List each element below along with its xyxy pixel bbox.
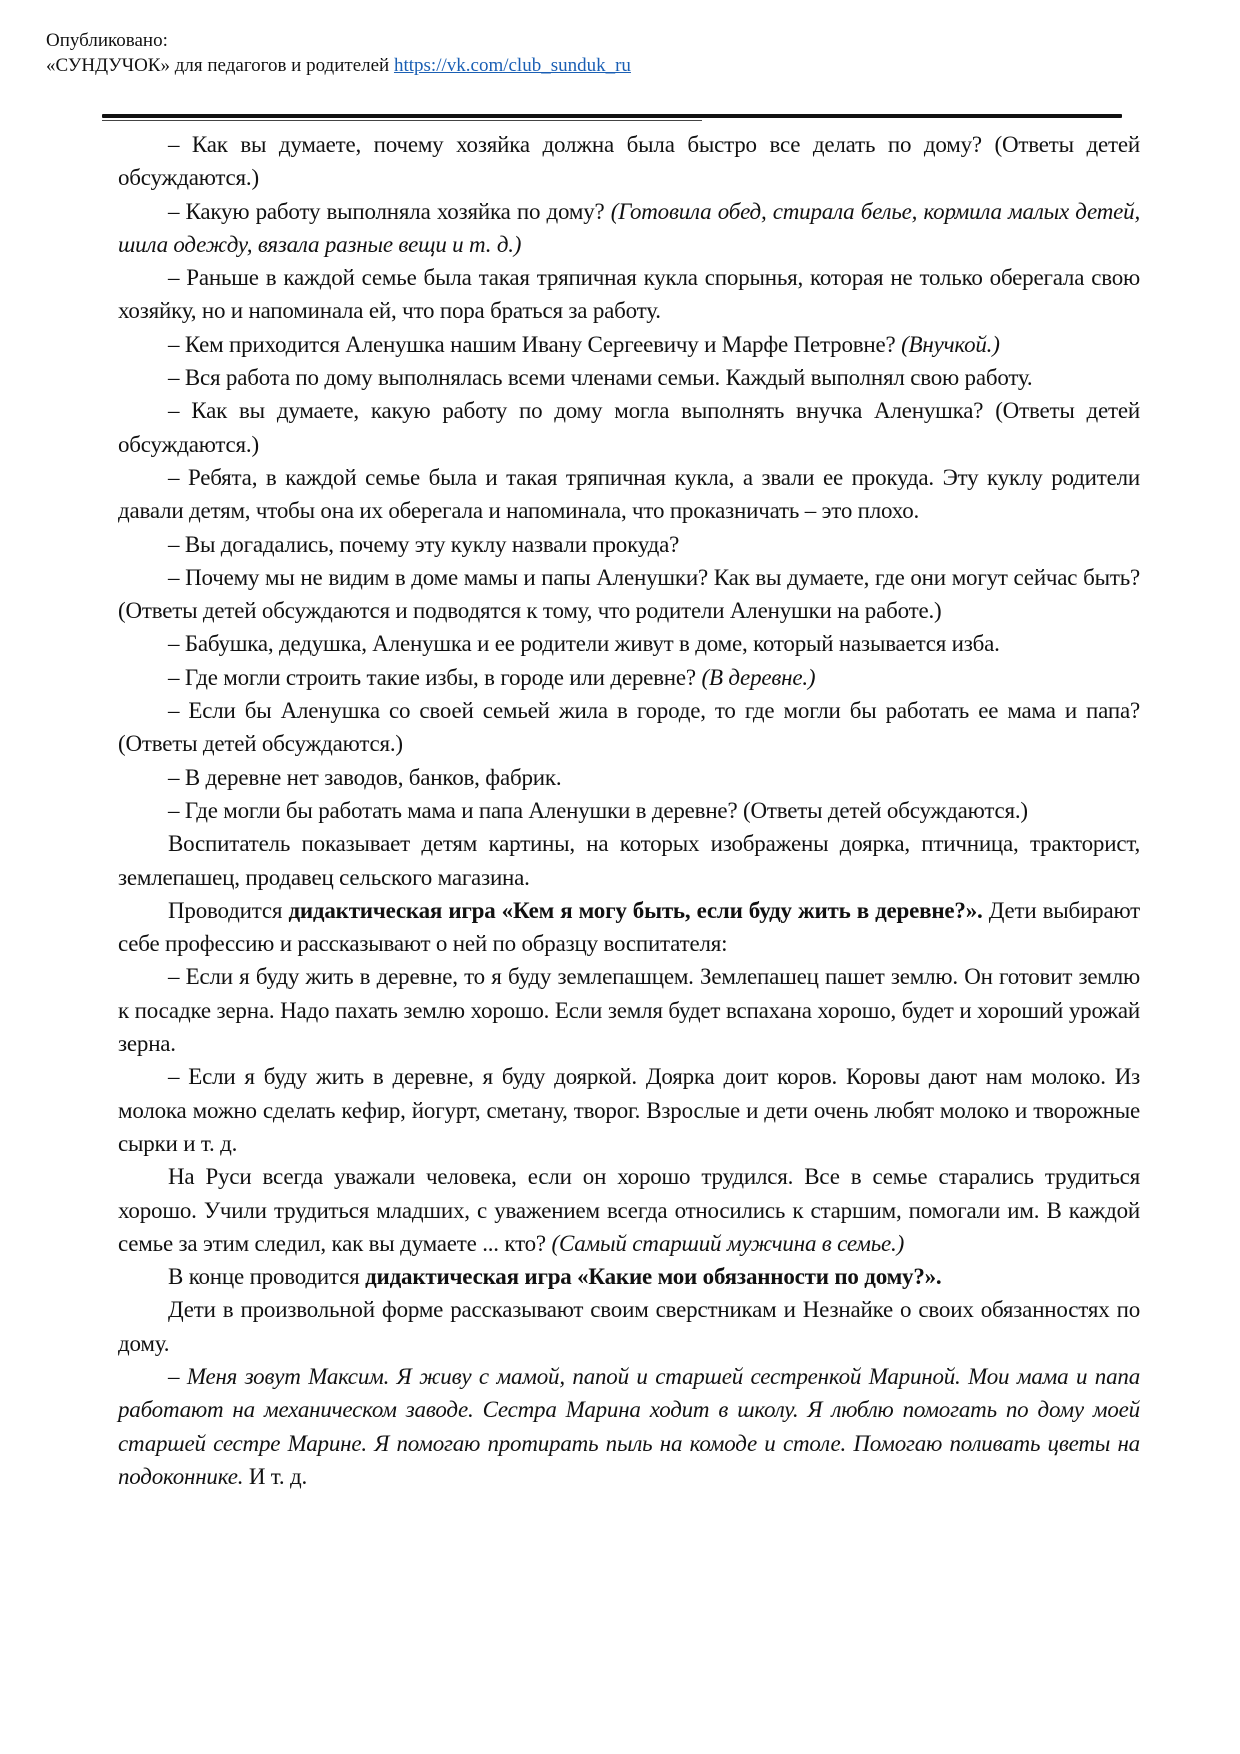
paragraph: – Вся работа по дому выполнялась всеми членами семьи. Каждый выполнял свою работу. [168,365,1033,391]
answer-italic: (В деревне.) [701,664,816,690]
paragraph: – Если я буду жить в деревне, я буду дояркой. Доярка доит коров. Коровы дают нам молоко. Из молока можно сделать кефир, йогурт, сметану, творог. Взрослые и дети очень любят молоко и творожные сырки и т. д. [118,1064,1140,1156]
paragraph: – Бабушка, дедушка, Аленушка и ее родители живут в доме, который называется изба. [168,631,1000,657]
paragraph: – Где могли строить такие избы, в городе или деревне? (В деревне.) [168,664,816,690]
paragraph: – Меня зовут Максим. Я живу с мамой, папой и старшей сестренкой Мариной. Мои мама и папа работают на механическом заводе. Сестра Марина ходит в школу. Я люблю помогать по дому моей старшей сестре Марине. Я помогаю протирать пыль на комоде и столе. Помогаю поливать цветы на подоконнике. И т. д. [118,1363,1140,1489]
paragraph: На Руси всегда уважали человека, если он хорошо трудился. Все в семье старались трудиться хорошо. Учили трудиться младших, с уважением всегда относились к старшим, помогали им. В каждой семье за этим следил, как вы думаете ... кто? (Самый старший мужчина в семье.) [118,1164,1140,1256]
vk-club-link[interactable]: https://vk.com/club_sunduk_ru [393,55,631,76]
answer-italic: (Готовила обед, стирала белье, кормила малых детей, шила одежду, вязала разные вещи и т. д.) [118,198,1140,257]
game-title-bold: дидактическая игра «Какие мои обязанности по дому?». [365,1264,942,1290]
game-title-bold: дидактическая игра «Кем я могу быть, если буду жить в деревне?». [288,897,983,923]
published-label: Опубликовано: [46,30,168,51]
paragraph: – Если бы Аленушка со своей семьей жила в городе, то где могли бы работать ее мама и папа? (Ответы детей обсуждаются.) [118,698,1140,757]
paragraph: – Почему мы не видим в доме мамы и папы Аленушки? Как вы думаете, где они могут сейчас быть? (Ответы детей обсуждаются и подводятся к тому, что родители Аленушки на работе.) [118,564,1140,624]
paragraph: Проводится дидактическая игра «Кем я могу быть, если буду жить в деревне?». Дети выбирают себе профессию и рассказывают о ней по образцу воспитателя: [118,897,1140,957]
paragraph: – Где могли бы работать мама и папа Аленушки в деревне? (Ответы детей обсуждаются.) [168,797,1028,823]
publisher-line [46,53,631,78]
header-divider-thin [102,120,702,121]
paragraph: – Ребята, в каждой семье была и такая тряпичная кукла, а звали ее прокуда. Эту куклу родители давали детям, чтобы она их оберегала и напоминала, что проказничать – это плохо. [118,464,1140,524]
publisher-name: «СУНДУЧОК» для педагогов и родителей [46,55,394,76]
answer-italic: (Внучкой.) [901,331,1000,357]
paragraph: – Раньше в каждой семье была такая тряпичная кукла спорынья, которая не только оберегала свою хозяйку, но и напоминала ей, что пора браться за работу. [118,265,1140,324]
paragraph: – Если я буду жить в деревне, то я буду землепашцем. Землепашец пашет землю. Он готовит землю к посадке зерна. Надо пахать землю хорошо. Если земля будет вспахана хорошо, будет и хороший урожай зерна. [118,964,1140,1057]
paragraph: Воспитатель показывает детям картины, на которых изображены доярка, птичница, тракторист, землепашец, продавец сельского магазина. [118,831,1140,890]
paragraph: – Кем приходится Аленушка нашим Ивану Сергеевичу и Марфе Петровне? (Внучкой.) [168,331,1000,357]
header-divider [102,114,1122,118]
paragraph: – Вы догадались, почему эту куклу назвали прокуда? [168,531,680,557]
paragraph: – Какую работу выполняла хозяйка по дому? (Готовила обед, стирала белье, кормила малых детей, шила одежду, вязала разные вещи и т. д.) [118,198,1140,257]
document-body [118,128,1140,1493]
paragraph: Дети в произвольной форме рассказывают своим сверстникам и Незнайке о своих обязанностях по дому. [118,1297,1140,1356]
child-story-italic: – Меня зовут Максим. Я живу с мамой, папой и старшей сестренкой Мариной. Мои мама и папа работают на механическом заводе. Сестра Марина ходит в школу. Я люблю помогать по дому моей старшей сестре Марине. Я помогаю протирать пыль на комоде и столе. Помогаю поливать цветы на подоконнике. [118,1363,1140,1489]
paragraph: – Как вы думаете, почему хозяйка должна была быстро все делать по дому? (Ответы детей обсуждаются.) [118,132,1140,191]
publication-header [46,28,631,78]
answer-italic: (Самый старший мужчина в семье.) [551,1230,905,1256]
paragraph: – Как вы думаете, какую работу по дому могла выполнять внучка Аленушка? (Ответы детей обсуждаются.) [118,398,1140,457]
paragraph: – В деревне нет заводов, банков, фабрик. [168,764,562,790]
paragraph: В конце проводится дидактическая игра «Какие мои обязанности по дому?». [168,1264,942,1290]
